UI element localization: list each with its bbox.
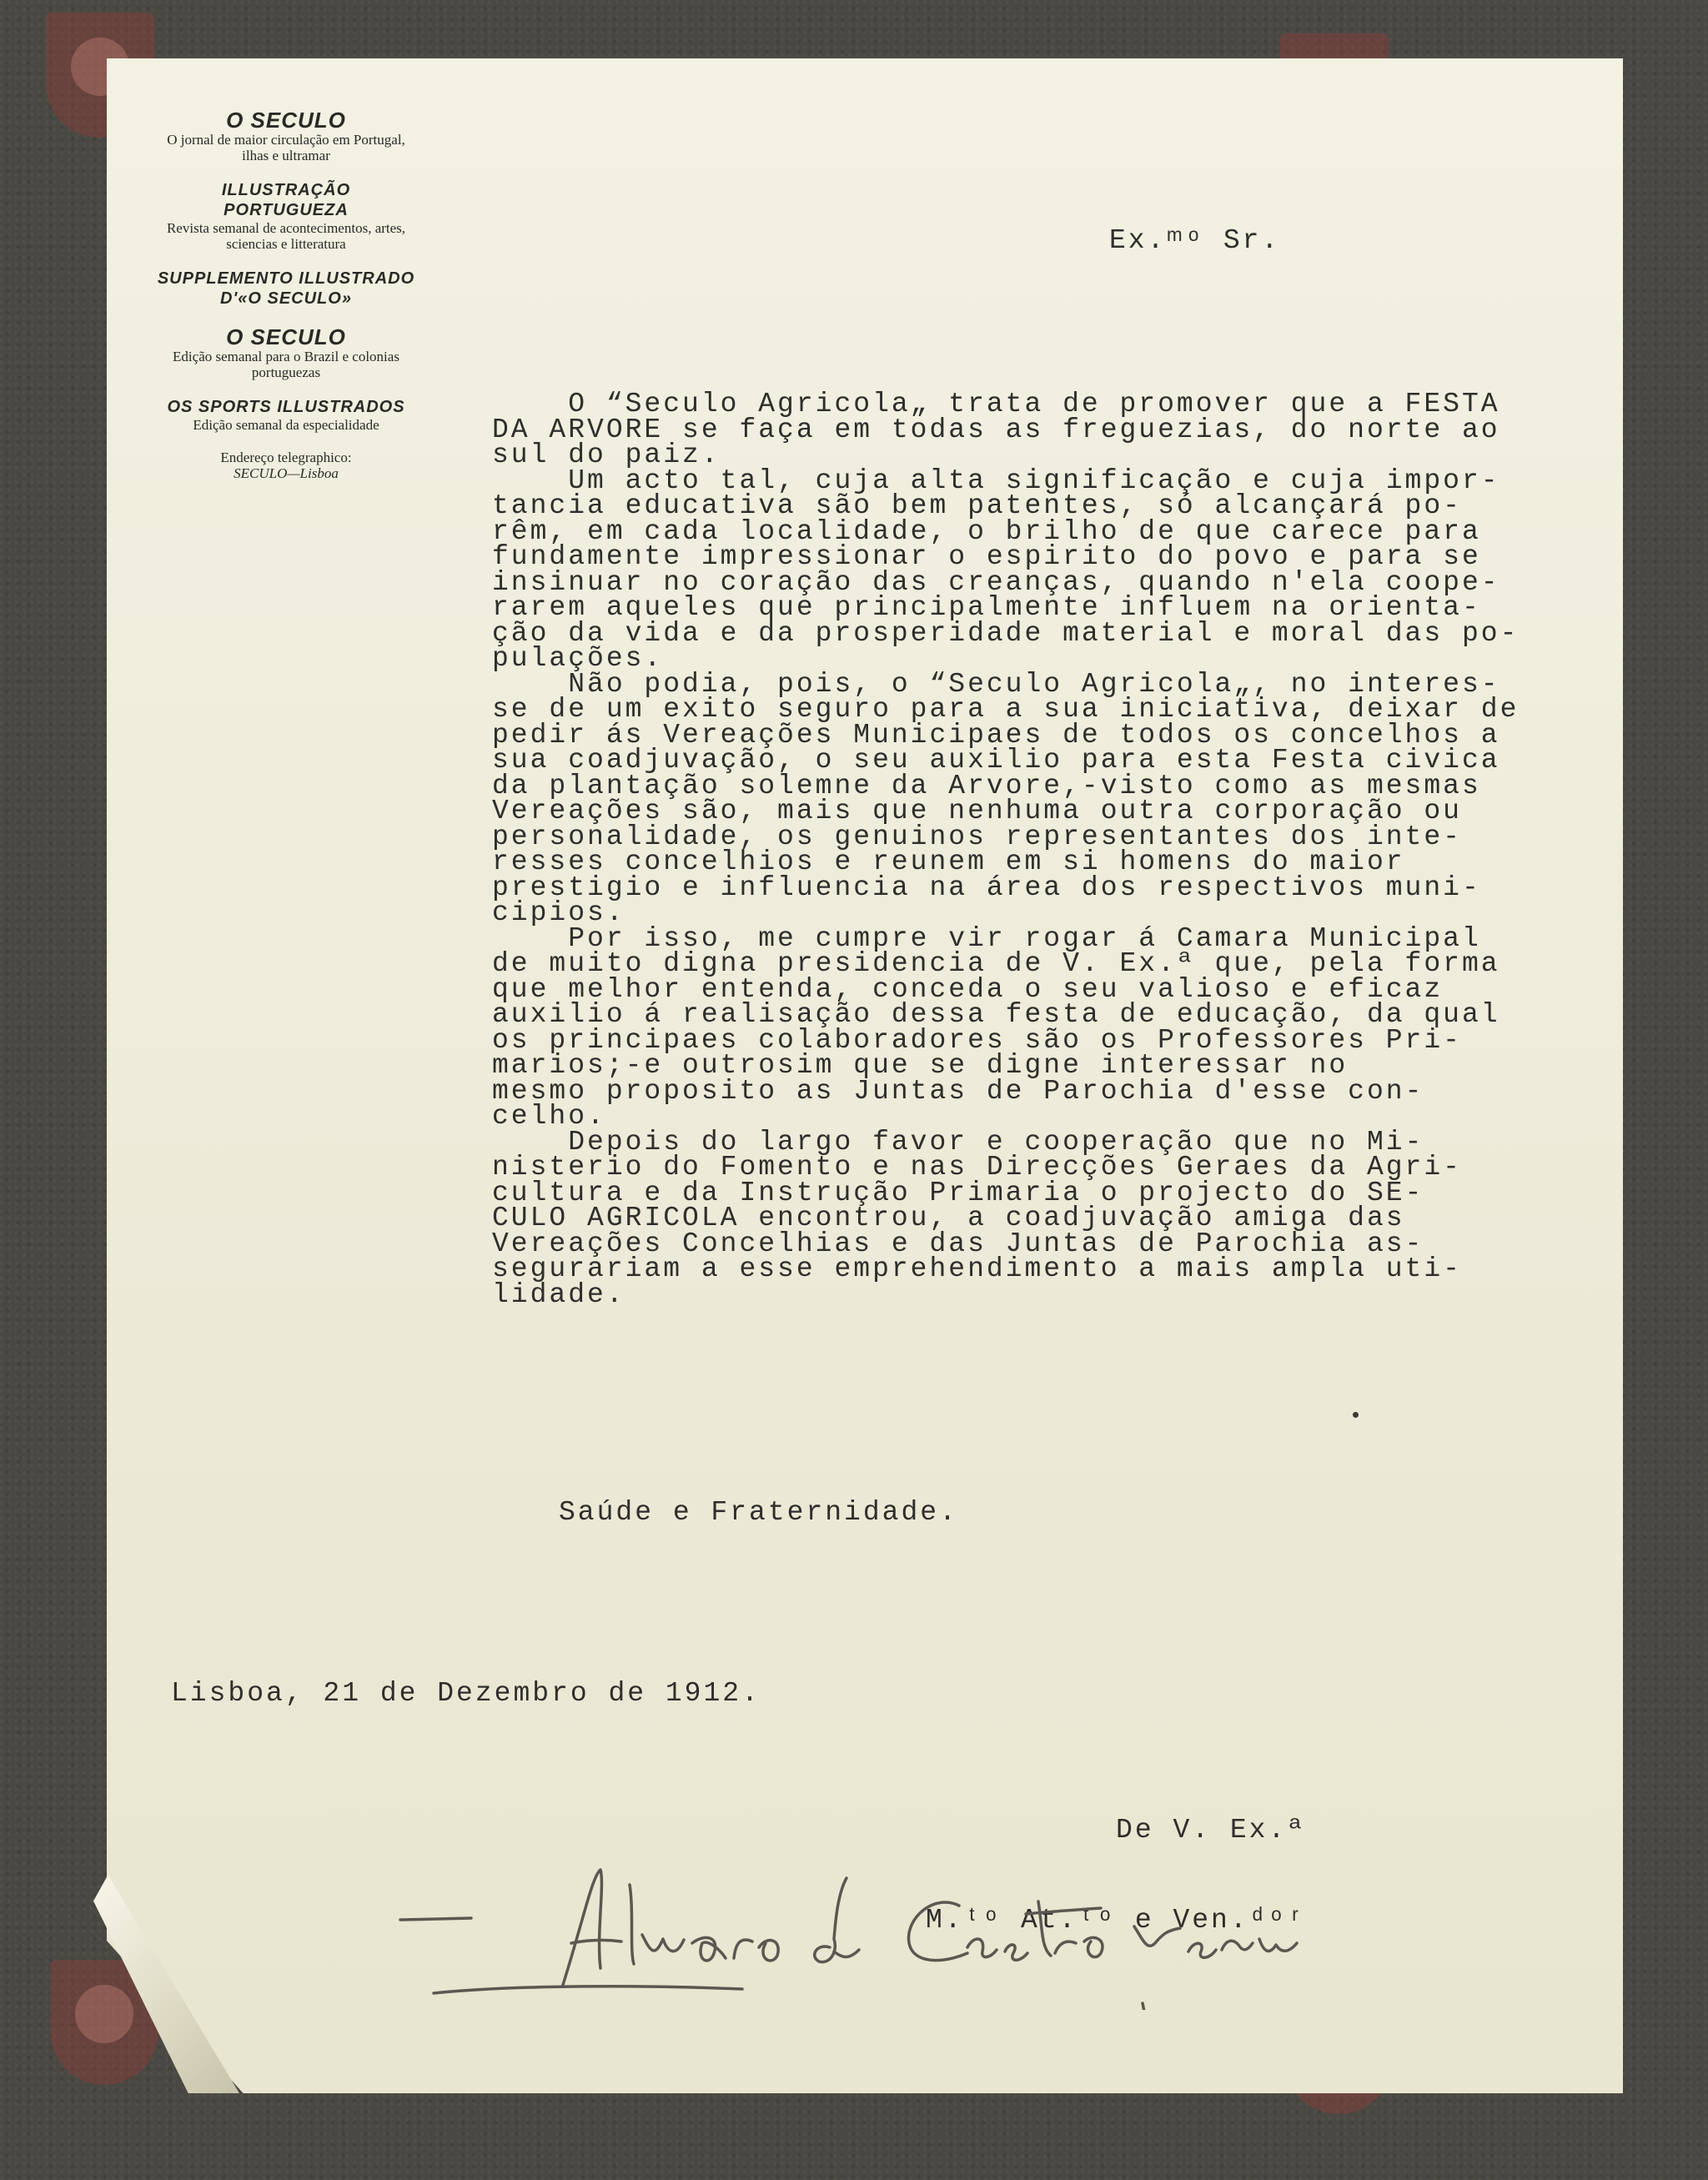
signature-scribble-icon <box>392 1860 1476 2010</box>
letter-line: segurariam a esse emprehendimento a mais ampla uti- <box>492 1253 1462 1284</box>
letterhead <box>157 108 415 498</box>
letter-line: CULO AGRICOLA encontrou, a coadjuvação amiga das <box>492 1203 1405 1233</box>
letter-line: cultura e da Instrução Primaria o projecto do SE- <box>492 1177 1424 1208</box>
letter-line: sul do paiz. <box>492 440 721 470</box>
publication-description: Revista semanal de acontecimentos, artes, sciencias e litteratura <box>166 220 406 252</box>
letter-line: nisterio do Fomento e nas Direcções Geraes da Agri- <box>492 1152 1462 1183</box>
letter-line: DA ARVORE se faça em todas as freguezias, do norte ao <box>492 414 1500 445</box>
letterhead-block <box>157 325 415 380</box>
signature <box>392 1860 1476 2010</box>
publication-description: Edição semanal para o Brazil e colonias portuguezas <box>173 349 399 380</box>
letter-line: auxilio á realisação dessa festa de educação, da qual <box>492 999 1500 1030</box>
letter-line: Vereações são, mais que nenhuma outra corporação ou <box>492 796 1462 826</box>
publication-title: OS SPORTS ILLUSTRADOS <box>167 398 405 416</box>
date-line: Lisboa, 21 de Dezembro de 1912. <box>171 1678 761 1709</box>
telegraph-address: SECULO—Lisboa <box>234 465 339 481</box>
letter-line: insinuar no coração das creanças, quando n'ela coope- <box>492 566 1500 598</box>
letter-line: Depois do largo favor e cooperação que no Mi- <box>492 1126 1424 1158</box>
letter-line: Não podia, pois, o “Seculo Agricola„, no interes- <box>492 668 1500 700</box>
closing: Saúde e Fraternidade. <box>559 1497 958 1528</box>
letter-line: rarem aqueles que principalmente influem na orienta- <box>492 592 1481 623</box>
letterhead-block <box>157 180 415 252</box>
letter-line: pulações. <box>492 643 664 674</box>
letter-line: pedir ás Vereações Municipaes de todos os concelhos a <box>492 719 1500 751</box>
letterhead-block <box>157 397 415 433</box>
telegraph-label: Endereço telegraphico: <box>220 450 352 465</box>
letter-line: se de um exito seguro para a sua iniciativa, deixar de <box>492 694 1520 725</box>
publication-title: O SECULO <box>226 108 346 133</box>
letter-line: O “Seculo Agricola„ trata de promover que a FESTA <box>492 389 1500 419</box>
letter-line: fundamente impressionar o espirito do povo e para se <box>492 541 1481 572</box>
publication-title: O SECULO <box>226 324 346 349</box>
letter-line: cipios. <box>492 897 625 928</box>
salutation: Ex.ᵐᵒ Sr. <box>1109 225 1281 256</box>
publication-description: O jornal de maior circulação em Portugal, ilhas e ultramar <box>167 132 405 163</box>
letter-line: que melhor entenda, conceda o seu valioso e eficaz <box>492 973 1444 1005</box>
letter-line: de muito digna presidencia de V. Ex.ª que, pela forma <box>492 948 1500 979</box>
publication-title: ILLUSTRAÇÃO PORTUGUEZA <box>221 181 351 219</box>
regards-line: M.ᵗᵒ At.ᵗᵒ e Ven.ᵈᵒʳ <box>926 1905 1307 1936</box>
letter-line: tancia educativa são bem patentes, só alcançará po- <box>492 490 1462 521</box>
letter-line: lidade. <box>492 1278 625 1310</box>
letter-line: celho. <box>492 1101 606 1132</box>
letter-line: ção da vida e da prosperidade material e moral das po- <box>492 617 1520 649</box>
letter-line: rêm, em cada localidade, o brilho de que carece para <box>492 515 1481 547</box>
letter-line: Vereações Concelhias e das Juntas de Parochia as- <box>492 1228 1424 1259</box>
letter-line: da plantação solemne da Arvore,-visto como as mesmas <box>492 770 1481 801</box>
letter-line: prestigio e influencia na área dos respectivos muni- <box>492 871 1481 903</box>
ink-dot <box>1353 1412 1359 1418</box>
letter-line: Um acto tal, cuja alta significação e cuja impor- <box>492 465 1500 496</box>
letter-line: resses concelhios e reunem em si homens do maior <box>492 846 1405 877</box>
publication-title: SUPPLEMENTO ILLUSTRADO D'«O SECULO» <box>157 269 415 308</box>
letterhead-block <box>157 108 415 163</box>
letter-line: sua coadjuvação, o seu auxilio para esta Festa civica <box>492 745 1500 776</box>
letter-line: os principaes colaboradores são os Professores Pri- <box>492 1024 1462 1056</box>
letterhead-block <box>157 269 415 309</box>
letter-body <box>492 389 1520 1310</box>
regards-line: De V. Ex.ª <box>1116 1815 1307 1846</box>
letter-line: personalidade, os genuinos representantes dos inte- <box>492 821 1462 852</box>
publication-description: Edição semanal da especialidade <box>193 417 379 433</box>
letter-line: mesmo proposito as Juntas de Parochia d'esse con- <box>492 1075 1424 1107</box>
letter-line: Por isso, me cumpre vir rogar á Camara Municipal <box>492 922 1481 954</box>
letter-line: marios;-e outrosim que se digne interessar no <box>492 1050 1349 1081</box>
